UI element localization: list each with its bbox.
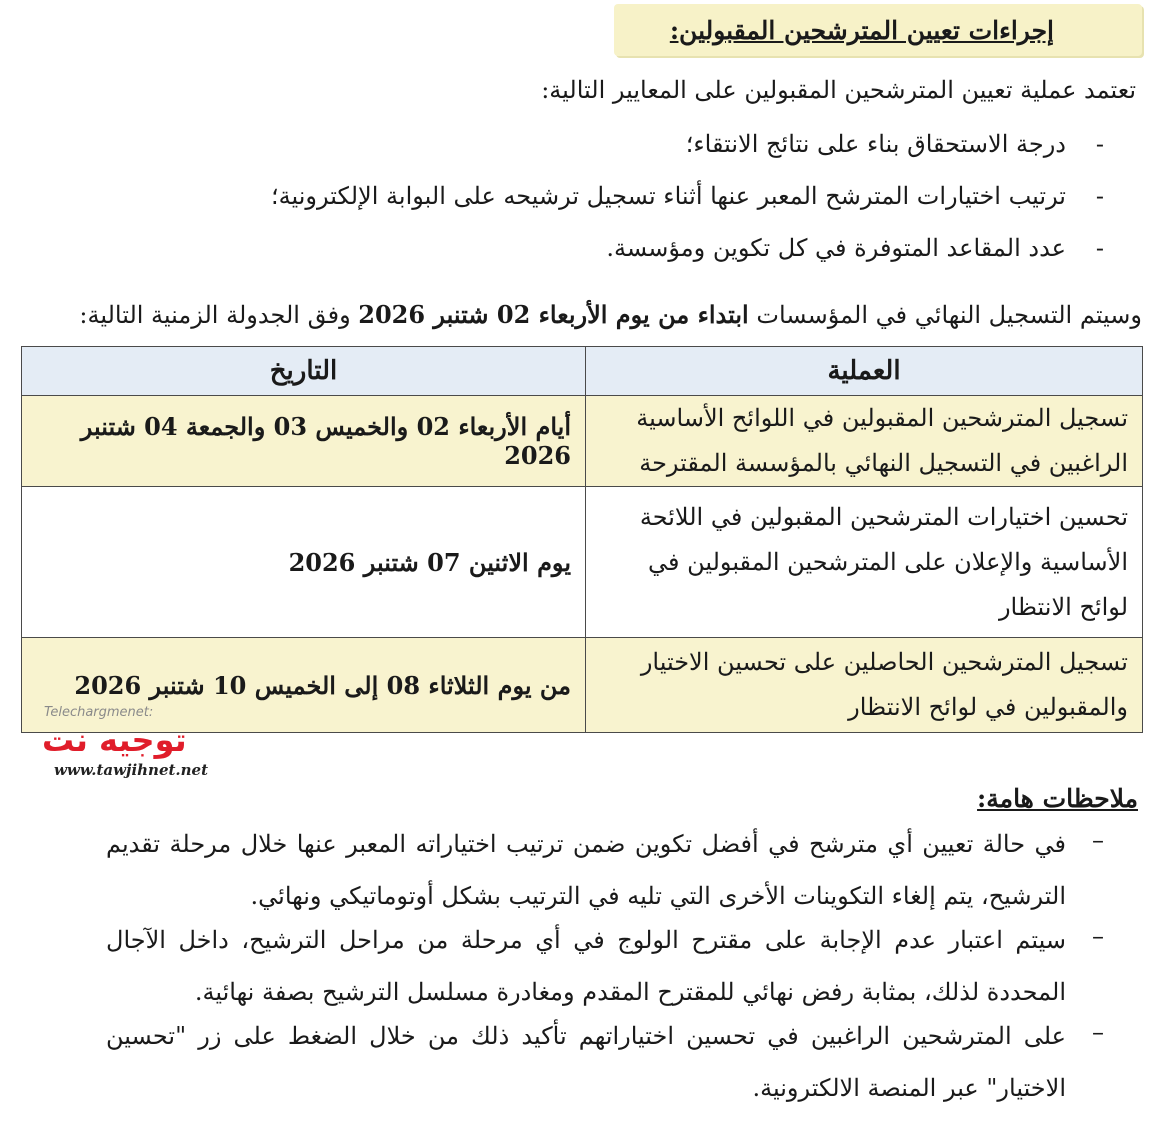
row-operation: تحسين اختيارات المترشحين المقبولين في اللائحة الأساسية والإعلان على المترشحين المقبولين في لوائح الانتظار xyxy=(586,487,1143,638)
logo-wordmark: توجيه نت xyxy=(42,721,187,759)
notes-title: ملاحظات هامة: xyxy=(977,784,1138,813)
table-row xyxy=(22,396,1143,487)
schedule-intro xyxy=(79,300,1142,329)
section-title-box xyxy=(614,4,1142,56)
schedule-table xyxy=(21,346,1143,733)
logo-url: www.tawjihnet.net xyxy=(54,761,209,779)
row-operation: تسجيل المترشحين الحاصلين على تحسين الاختيار والمقبولين في لوائح الانتظار xyxy=(586,638,1143,733)
bullet-dash: - xyxy=(1095,234,1104,262)
note-1: في حالة تعيين أي مترشح في أفضل تكوين ضمن ترتيب اختياراته المعبر عنها خلال مرحلة تقديم الترشيح، يتم إلغاء التكوينات الأخرى التي تليه في الترتيب بشكل أوتوماتيكي ونهائي. xyxy=(106,830,1066,910)
header-date: التاريخ xyxy=(22,347,586,396)
intro-text: تعتمد عملية تعيين المترشحين المقبولين على المعايير التالية: xyxy=(541,76,1136,104)
criterion-1: درجة الاستحقاق بناء على نتائج الانتقاء؛ xyxy=(685,130,1066,158)
section-title: إجراءات تعيين المترشحين المقبولين: xyxy=(669,16,1054,45)
schedule-intro-part1: وسيتم التسجيل النهائي في المؤسسات xyxy=(748,301,1142,329)
note-2: سيتم اعتبار عدم الإجابة على مقترح الولوج في أي مرحلة من مراحل الترشيح، داخل الآجال المحددة لذلك، بمثابة رفض نهائي للمقترح المقدم ومغادرة مسلسل الترشيح بصفة نهائية. xyxy=(106,926,1066,1006)
table-header-row xyxy=(22,347,1143,396)
note-dash: – xyxy=(1092,826,1104,854)
header-operation: العملية xyxy=(586,347,1143,396)
criterion-2: ترتيب اختيارات المترشح المعبر عنها أثناء تسجيل ترشيحه على البوابة الإلكترونية؛ xyxy=(271,182,1066,210)
bullet-dash: - xyxy=(1095,182,1104,210)
schedule-intro-part2: وفق الجدولة الزمنية التالية: xyxy=(79,301,359,329)
logo-caption: Telechargmenet: xyxy=(44,705,154,720)
bullet-dash: - xyxy=(1095,130,1104,158)
row-date: من يوم الثلاثاء 08 إلى الخميس 10 شتنبر 2026 xyxy=(22,638,586,733)
row-date: أيام الأربعاء 02 والخميس 03 والجمعة 04 شتنبر 2026 xyxy=(22,396,586,487)
row-date: يوم الاثنين 07 شتنبر 2026 xyxy=(22,487,586,638)
criterion-3: عدد المقاعد المتوفرة في كل تكوين ومؤسسة. xyxy=(606,234,1066,262)
row-operation: تسجيل المترشحين المقبولين في اللوائح الأساسية الراغبين في التسجيل النهائي بالمؤسسة المقترحة xyxy=(586,396,1143,487)
tawjihnet-logo xyxy=(30,705,210,783)
schedule-intro-bold: ابتداء من يوم الأربعاء 02 شتنبر 2026 xyxy=(358,300,749,329)
note-dash: – xyxy=(1092,922,1104,950)
note-dash: – xyxy=(1092,1018,1104,1046)
note-3: على المترشحين الراغبين في تحسين اختياراتهم تأكيد ذلك من خلال الضغط على زر "تحسين الاختيار" عبر المنصة الالكترونية. xyxy=(106,1022,1066,1102)
table-row xyxy=(22,487,1143,638)
